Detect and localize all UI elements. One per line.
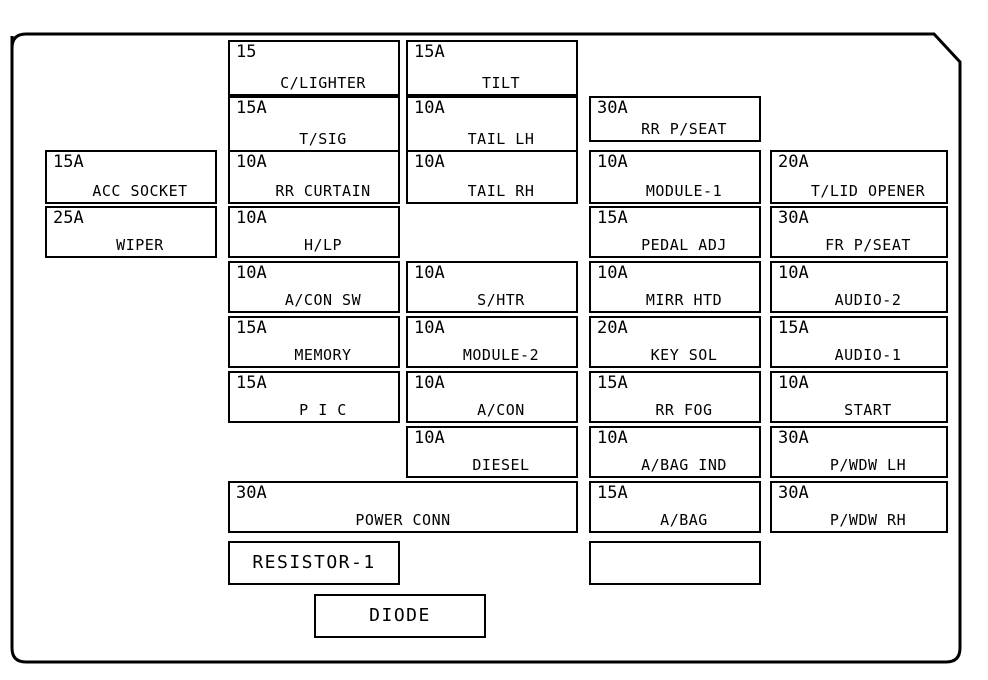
fuse-box bbox=[228, 481, 578, 533]
fuse-label: DIESEL bbox=[472, 456, 530, 474]
fuse-box bbox=[228, 40, 400, 96]
fuse-box bbox=[228, 371, 400, 423]
fuse-amperage: 10A bbox=[597, 428, 628, 448]
fuse-amperage: 15A bbox=[236, 318, 267, 338]
fuse-amperage: 30A bbox=[778, 483, 809, 503]
fuse-amperage: 15A bbox=[414, 42, 445, 62]
fuse-box bbox=[770, 150, 948, 204]
fuse-amperage: 15A bbox=[53, 152, 84, 172]
fuse-label: START bbox=[844, 401, 892, 419]
fuse-amperage: 30A bbox=[778, 208, 809, 228]
fuse-label: T/LID OPENER bbox=[810, 182, 926, 200]
fuse-label: A/CON SW bbox=[284, 291, 362, 309]
fuse-label: A/BAG IND bbox=[641, 456, 727, 474]
fuse-label: P/WDW RH bbox=[829, 511, 907, 529]
fuse-amperage: 15A bbox=[597, 373, 628, 393]
fuse-amperage: 15A bbox=[236, 98, 267, 118]
fuse-box bbox=[228, 316, 400, 368]
fuse-box bbox=[45, 206, 217, 258]
fuse-label: MIRR HTD bbox=[645, 291, 723, 309]
fuse-box bbox=[314, 594, 486, 638]
fuse-label: MEMORY bbox=[294, 346, 352, 364]
fuse-amperage: 10A bbox=[414, 318, 445, 338]
fuse-label: RR CURTAIN bbox=[275, 182, 371, 200]
fuse-amperage: 20A bbox=[778, 152, 809, 172]
fuse-box bbox=[770, 261, 948, 313]
fuse-box bbox=[45, 150, 217, 204]
fuse-amperage: 15A bbox=[597, 483, 628, 503]
fuse-label: C/LIGHTER bbox=[280, 74, 366, 92]
fuse-label: POWER CONN bbox=[355, 511, 451, 529]
fuse-amperage: 10A bbox=[236, 152, 267, 172]
fuse-amperage: 10A bbox=[236, 263, 267, 283]
fuse-box bbox=[770, 481, 948, 533]
fuse-box bbox=[228, 206, 400, 258]
fuse-box bbox=[228, 541, 400, 585]
fuse-amperage: 20A bbox=[597, 318, 628, 338]
fuse-label: RR P/SEAT bbox=[641, 120, 727, 138]
fuse-label: A/CON bbox=[477, 401, 525, 419]
fuse-box bbox=[406, 426, 578, 478]
fuse-label: AUDIO-2 bbox=[834, 291, 902, 309]
fuse-amperage: 15A bbox=[597, 208, 628, 228]
fuse-box bbox=[228, 150, 400, 204]
fuse-label: PEDAL ADJ bbox=[641, 236, 727, 254]
fuse-amperage: 10A bbox=[597, 152, 628, 172]
fuse-box bbox=[589, 316, 761, 368]
fuse-label: WIPER bbox=[116, 236, 164, 254]
fuse-box bbox=[406, 40, 578, 96]
fuse-amperage: 10A bbox=[414, 373, 445, 393]
fuse-amperage: 10A bbox=[414, 152, 445, 172]
fuse-label: RR FOG bbox=[655, 401, 713, 419]
fuse-label: MODULE-2 bbox=[462, 346, 540, 364]
fuse-box bbox=[770, 206, 948, 258]
fuse-amperage: 10A bbox=[597, 263, 628, 283]
fuse-label: AUDIO-1 bbox=[834, 346, 902, 364]
fuse-label: MODULE-1 bbox=[645, 182, 723, 200]
fuse-box bbox=[589, 371, 761, 423]
fuse-amperage: 10A bbox=[414, 263, 445, 283]
fuse-box bbox=[589, 261, 761, 313]
fuse-amperage: 15A bbox=[236, 373, 267, 393]
fuse-box bbox=[770, 316, 948, 368]
fuse-box bbox=[589, 206, 761, 258]
fuse-amperage: 30A bbox=[778, 428, 809, 448]
fuse-box bbox=[589, 481, 761, 533]
fuse-label: ACC SOCKET bbox=[92, 182, 188, 200]
fuse-amperage: 10A bbox=[414, 98, 445, 118]
fuse-box bbox=[406, 96, 578, 152]
fuse-box bbox=[228, 96, 400, 152]
fuse-label: P I C bbox=[299, 401, 347, 419]
fuse-box bbox=[770, 426, 948, 478]
fuse-box bbox=[406, 371, 578, 423]
fuse-box bbox=[589, 150, 761, 204]
fuse-box bbox=[589, 541, 761, 585]
fuse-label: TILT bbox=[481, 74, 521, 92]
fuse-amperage: 10A bbox=[236, 208, 267, 228]
fuse-amperage: 30A bbox=[236, 483, 267, 503]
fuse-label: TAIL LH bbox=[467, 130, 535, 148]
fuse-box bbox=[228, 261, 400, 313]
fuse-label: TAIL RH bbox=[467, 182, 535, 200]
fuse-label: KEY SOL bbox=[650, 346, 718, 364]
fuse-amperage: 30A bbox=[597, 98, 628, 118]
fuse-box bbox=[406, 316, 578, 368]
fuse-amperage: 10A bbox=[414, 428, 445, 448]
fuse-label: FR P/SEAT bbox=[825, 236, 911, 254]
fuse-label: A/BAG bbox=[660, 511, 708, 529]
fuse-label: DIODE bbox=[369, 605, 431, 626]
fuse-box bbox=[406, 150, 578, 204]
fuse-label: RESISTOR-1 bbox=[252, 552, 376, 573]
fuse-amperage: 15A bbox=[778, 318, 809, 338]
fuse-label: H/LP bbox=[303, 236, 343, 254]
fuse-box bbox=[589, 426, 761, 478]
fuse-label: S/HTR bbox=[477, 291, 525, 309]
fuse-box bbox=[406, 261, 578, 313]
fuse-box bbox=[589, 96, 761, 142]
fuse-amperage: 10A bbox=[778, 263, 809, 283]
fuse-label: T/SIG bbox=[299, 130, 347, 148]
fuse-box bbox=[770, 371, 948, 423]
fuse-amperage: 15 bbox=[236, 42, 257, 62]
fuse-amperage: 10A bbox=[778, 373, 809, 393]
fuse-label: P/WDW LH bbox=[829, 456, 907, 474]
fuse-amperage: 25A bbox=[53, 208, 84, 228]
